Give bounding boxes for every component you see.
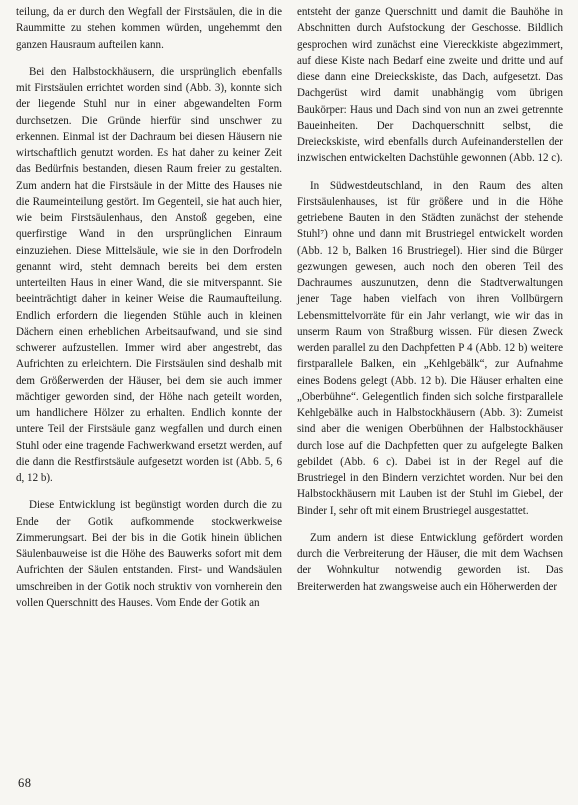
paragraph: In Südwestdeutschland, in den Raum des alten Firstsäulenhauses, ist für größere und in die Höhe getriebene Bauten in den Städten zunächst der stehende Stuhl⁷) ohne und dann mit Brustriegel entwickelt worden (Abb. 12 b, Balken 16 Brustriegel). Hier sind die Bürger gezwungen gewesen, auch noch den oberen Teil des Dachraumes auszunutzen, denn die Stadtverwaltungen jener Tage haben vielfach von ihren Vollbürgern Lebensmittelvorräte für ein Jahr verlangt, wie wir das in unserm Raum von Straßburg wissen. Für diesen Zweck werden parallel zu den Dachpfetten P 4 (Abb. 12 b) weitere firstparallele Balken, ein „Kehlgebälk“, zur Aufnahme eines Bodens gelegt (Abb. 12 b). Die Häuser erhalten eine „Oberbühne“. Gelegentlich finden sich solche firstparallele Kehlgebälke auch in Halbstockhäusern (Abb. 3): Zumeist sind aber die wenigen Oberbühnen der Halbstockhäuser durch lose auf die Dachpfetten quer zu aufgelegte Balken gebildet (Abb. 6 c). Dabei ist in der Regel auf die Brustriegel in den Bindern verzichtet worden. Nur bei den Halbstockhäusern mit Lauben ist der Stuhl im Giebel, der Binder I, sehr oft mit einem Brustriegel ausgestattet. (297, 179, 563, 517)
paragraph: Diese Entwicklung ist begünstigt worden durch die zu Ende der Gotik aufkommende stockwerkweise Zimmerungsart. Bei der bis in die Gotik hinein üblichen Säulenbauweise ist die Höhe des Bauwerks sofort mit dem Aufrichten der Säulen entstanden. First- und Wandsäulen umschreiben in der Gotik noch struktiv von vornherein den vollen Querschnitt des Hauses. Vom Ende der Gotik an (16, 499, 282, 609)
paragraph: entsteht der ganze Querschnitt und damit die Bauhöhe in Abschnitten durch Aufstockung der Geschosse. Bildlich gesprochen wird zunächst eine Viereckkiste abgezimmert, auf diese Kiste nach Bedarf eine zweite und dritte und auf diese dann eine Dreieckskiste, das Dach, aufgesetzt. Das Dachgerüst wird damit unabhängig vom übrigen Baukörper: Haus und Dach sind von nun an zwei getrennte Baueinheiten. Der Dachquerschnitt selbst, die Dreieckskiste, wird ebenfalls durch Aufeinanderstellen der inzwischen entwickelten Dachstühle gewonnen (Abb. 12 c). (297, 6, 563, 165)
paragraph: Bei den Halbstockhäusern, die ursprünglich ebenfalls mit Firstsäulen errichtet worden sind (Abb. 3), konnte sich der liegende Stuhl nur in einer abgewandelten Form durchsetzen. Die Gründe hierfür sind unschwer zu erkennen. Einmal ist der Dachraum bei diesen Häusern nie wirtschaftlich genutzt worden. Es hat daher zu keiner Zeit das Bedürfnis bestanden, diesen Raum freier zu gestalten. Zum andern hat die Firstsäule in der Mitte des Hauses nie die Raumeinteilung gestört. Im Gegenteil, sie hat auch hier, wie beim Firstsäulenhaus, den Anstoß gegeben, eine querfirstige Wand in den ursprünglichen Einraum einzuziehen. Diese Mittelsäule, wie sie in den Dorfrodeln genannt wird, steht demnach bereits bei dem ersten unterteilten Haus in einer Wand, die sie mitverspannt. Sie beeinträchtigt daher in keiner Weise die Raumaufteilung. Endlich erfordern die liegenden Stühle auch in kleinen Dächern einen erheblichen Arbeitsaufwand, und sie sind schwerer aufzustellen. Immer wird aber angestrebt, das Aufrichten zu erleichtern. Die Firstsäulen sind deshalb mit dem Größerwerden der Häuser, bei dem sie auch immer mächtiger geworden sind, der Höhe nach geteilt worden, um handlichere Hölzer zu erhalten. Endlich konnte der untere Teil der Firstsäule ganz wegfallen und durch einen Stuhl oder eine tragende Fachwerkwand ersetzt werden, auf die dann die Restfirstsäule aufgesetzt worden ist (Abb. 5, 6 d, 12 b). (16, 65, 282, 484)
page-number: 68 (18, 776, 32, 790)
right-text-column (297, 4, 563, 595)
paragraph: Zum andern ist diese Entwicklung gefördert worden durch die Verbreiterung der Häuser, die mit dem Wachsen der Wohnkultur notwendig geworden ist. Das Breiterwerden hat zwangsweise auch ein Höherwerden der (297, 531, 563, 593)
paragraph: teilung, da er durch den Wegfall der Firstsäulen, die in die Raummitte zu stehen kommen würden, ungehemmt den ganzen Hausraum aufteilen kann. (16, 6, 282, 51)
left-text-column (16, 4, 282, 611)
